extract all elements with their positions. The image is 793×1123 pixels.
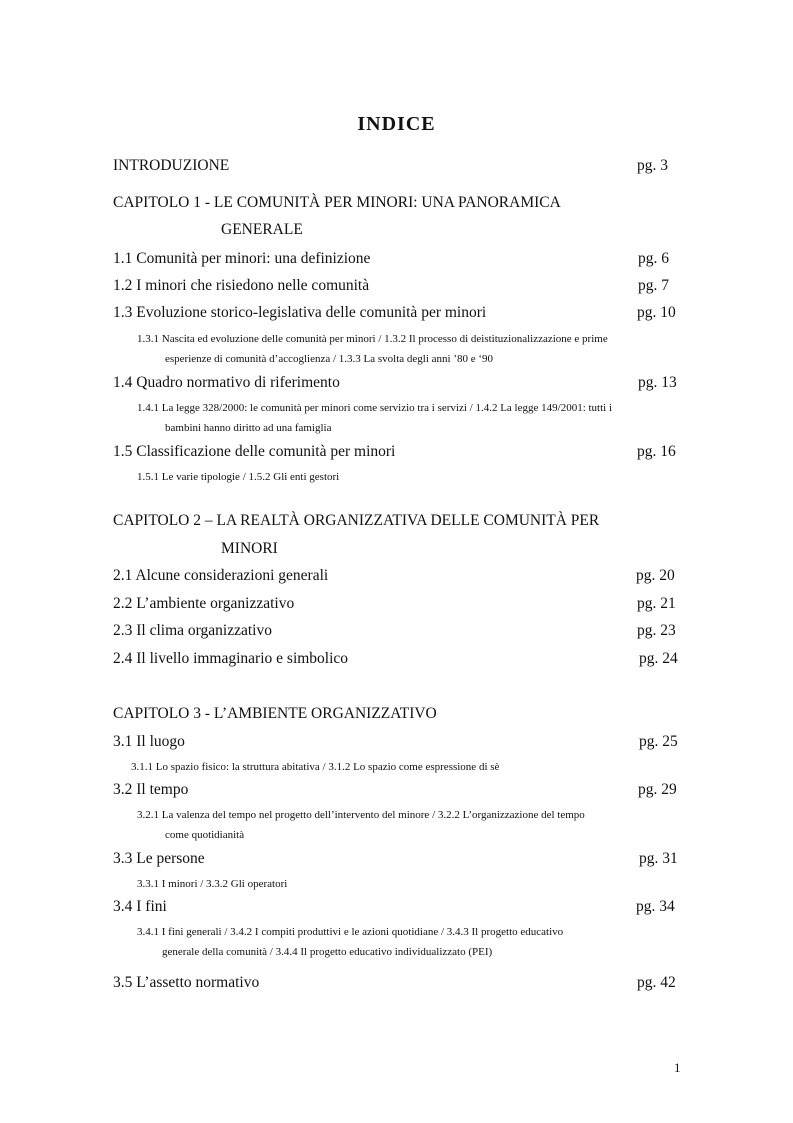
- toc-page-intro: pg. 3: [637, 157, 668, 174]
- toc-page-3-1: pg. 25: [639, 733, 678, 750]
- toc-subentry-1-3: 1.3.1 Nascita ed evoluzione delle comunità per minori / 1.3.2 Il processo di deistituzionalizzazione e prime: [137, 333, 608, 345]
- toc-subentry-3-2-cont: come quotidianità: [165, 829, 245, 841]
- toc-page-1-5: pg. 16: [637, 443, 676, 460]
- toc-page-2-3: pg. 23: [637, 622, 676, 639]
- chapter-3-heading: CAPITOLO 3 - L’AMBIENTE ORGANIZZATIVO: [113, 705, 437, 722]
- toc-subentry-1-3-cont: esperienze di comunità d’accoglienza / 1.3.3 La svolta degli anni ’80 e ‘90: [165, 353, 494, 365]
- toc-subentry-3-2: 3.2.1 La valenza del tempo nel progetto dell’intervento del minore / 3.2.2 L’organizzazione del tempo: [137, 809, 585, 821]
- toc-page-3-5: pg. 42: [637, 974, 676, 991]
- toc-subentry-3-1: 3.1.1 Lo spazio fisico: la struttura abitativa / 3.1.2 Lo spazio come espressione di sè: [131, 761, 500, 773]
- toc-entry-1-3: 1.3 Evoluzione storico-legislativa delle comunità per minori: [113, 304, 487, 321]
- toc-page-2-4: pg. 24: [639, 650, 678, 667]
- toc-entry-3-5: 3.5 L’assetto normativo: [113, 974, 260, 991]
- toc-page-1-3: pg. 10: [637, 304, 676, 321]
- toc-page-1-1: pg. 6: [638, 250, 669, 267]
- toc-page-3-2: pg. 29: [638, 781, 677, 798]
- chapter-1-heading: CAPITOLO 1 - LE COMUNITÀ PER MINORI: UNA PANORAMICA: [113, 194, 561, 211]
- toc-entry-3-3: 3.3 Le persone: [113, 850, 205, 867]
- chapter-2-heading-cont: MINORI: [221, 540, 278, 557]
- toc-entry-intro: INTRODUZIONE: [113, 157, 230, 174]
- toc-subentry-1-5: 1.5.1 Le varie tipologie / 1.5.2 Gli enti gestori: [137, 471, 340, 483]
- toc-entry-3-4: 3.4 I fini: [113, 898, 167, 915]
- page-title: INDICE: [357, 113, 436, 135]
- toc-entry-2-4: 2.4 Il livello immaginario e simbolico: [113, 650, 349, 667]
- chapter-2-heading: CAPITOLO 2 – LA REALTÀ ORGANIZZATIVA DELLE COMUNITÀ PER: [113, 512, 600, 529]
- toc-subentry-1-4: 1.4.1 La legge 328/2000: le comunità per minori come servizio tra i servizi / 1.4.2 La legge 149/2001: tutti i: [137, 402, 613, 414]
- toc-entry-1-5: 1.5 Classificazione delle comunità per minori: [113, 443, 396, 460]
- toc-page-2-2: pg. 21: [637, 595, 676, 612]
- toc-page-3-4: pg. 34: [636, 898, 675, 915]
- toc-subentry-3-3: 3.3.1 I minori / 3.3.2 Gli operatori: [137, 878, 288, 890]
- toc-page-1-2: pg. 7: [638, 277, 669, 294]
- toc-entry-1-4: 1.4 Quadro normativo di riferimento: [113, 374, 340, 391]
- toc-entry-3-1: 3.1 Il luogo: [113, 733, 185, 750]
- toc-page-2-1: pg. 20: [636, 567, 675, 584]
- toc-entry-1-1: 1.1 Comunità per minori: una definizione: [113, 250, 371, 267]
- toc-subentry-1-4-cont: bambini hanno diritto ad una famiglia: [165, 422, 332, 434]
- toc-page-3-3: pg. 31: [639, 850, 678, 867]
- toc-subentry-3-4: 3.4.1 I fini generali / 3.4.2 I compiti produttivi e le azioni quotidiane / 3.4.3 Il progetto educativo: [137, 926, 564, 938]
- toc-entry-3-2: 3.2 Il tempo: [113, 781, 189, 798]
- page-number: 1: [674, 1060, 681, 1075]
- toc-entry-2-1: 2.1 Alcune considerazioni generali: [113, 567, 329, 584]
- toc-entry-2-3: 2.3 Il clima organizzativo: [113, 622, 272, 639]
- toc-page-1-4: pg. 13: [638, 374, 677, 391]
- toc-entry-1-2: 1.2 I minori che risiedono nelle comunità: [113, 277, 370, 294]
- chapter-1-heading-cont: GENERALE: [221, 221, 303, 238]
- toc-entry-2-2: 2.2 L’ambiente organizzativo: [113, 595, 295, 612]
- toc-subentry-3-4-cont: generale della comunità / 3.4.4 Il progetto educativo individualizzato (PEI): [162, 946, 493, 958]
